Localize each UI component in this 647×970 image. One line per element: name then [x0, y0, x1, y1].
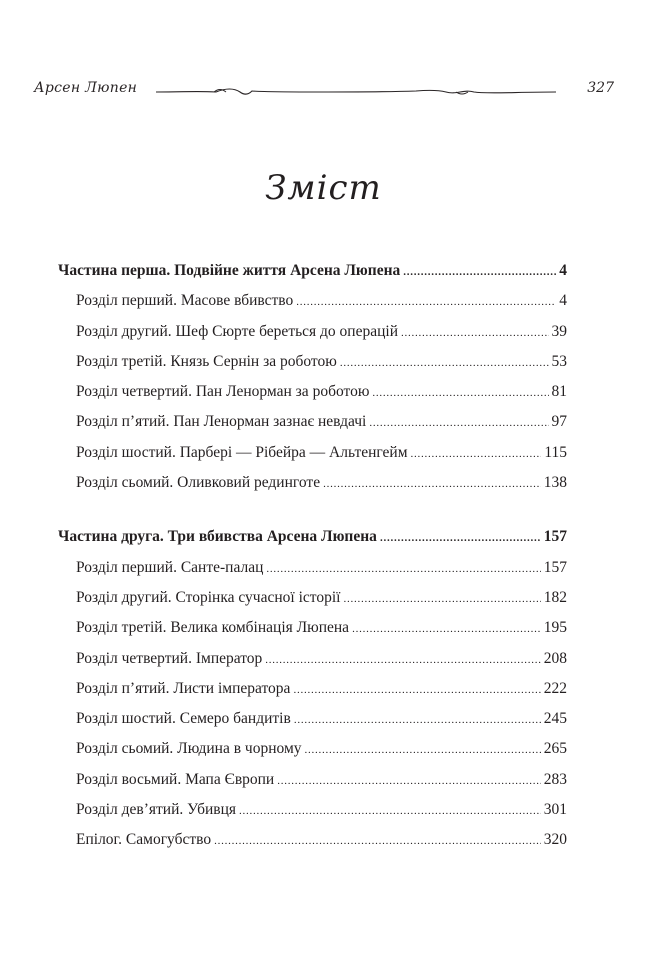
toc-chapter-entry: [58, 474, 567, 504]
toc-chapter-entry: [58, 353, 567, 383]
chapter-page: 320: [543, 831, 567, 849]
chapter-title: Розділ третій. Велика комбінація Люпена: [76, 619, 350, 637]
chapter-title: Розділ восьмий. Мапа Європи: [76, 770, 275, 788]
toc-chapter-entry: [58, 559, 567, 589]
dot-leader: [294, 714, 541, 726]
dot-leader: [277, 775, 541, 787]
chapter-title: Розділ перший. Санте-палац: [76, 558, 264, 576]
part-title: Частина друга. Три вбивства Арсена Люпена: [58, 528, 377, 546]
toc-chapter-entry: [58, 292, 567, 322]
chapter-page: 97: [551, 413, 567, 431]
chapter-title: Розділ п’ятий. Пан Ленорман зазнає невдачі: [76, 413, 367, 431]
toc-chapter-entry: [58, 801, 567, 831]
dot-leader: [369, 417, 548, 429]
chapter-page: 283: [543, 770, 567, 788]
chapter-page: 157: [543, 558, 567, 576]
toc-chapter-entry: [58, 413, 567, 443]
dot-leader: [239, 805, 541, 817]
chapter-title: Розділ четвертий. Пан Ленорман за роботою: [76, 383, 370, 401]
chapter-page: 222: [543, 679, 567, 697]
dot-leader: [411, 448, 542, 460]
dot-leader: [352, 623, 541, 635]
chapter-title: Розділ четвертий. Імператор: [76, 649, 263, 667]
dot-leader: [340, 357, 549, 369]
toc-chapter-entry: [58, 323, 567, 353]
chapter-page: 208: [543, 649, 567, 667]
chapter-title: Розділ дев’ятий. Убивця: [76, 801, 237, 819]
dot-leader: [323, 478, 541, 490]
table-of-contents: [58, 262, 567, 862]
chapter-page: 182: [543, 588, 567, 606]
chapter-page: 4: [559, 292, 567, 310]
dot-leader: [305, 744, 541, 756]
chapter-title: Розділ другий. Шеф Сюрте береться до операцій: [76, 322, 399, 340]
chapter-page: 245: [543, 710, 567, 728]
chapter-title: Розділ шостий. Парбері — Рібейра — Альтенгейм: [76, 443, 408, 461]
chapter-page: 115: [544, 443, 567, 461]
part-page: 4: [559, 262, 567, 279]
chapter-title: Розділ перший. Масове вбивство: [76, 292, 294, 310]
part-title: Частина перша. Подвійне життя Арсена Люпена: [58, 262, 401, 279]
chapter-page: 195: [543, 619, 567, 637]
chapter-page: 39: [551, 322, 567, 340]
dot-leader: [372, 387, 548, 399]
toc-chapter-entry: [58, 831, 567, 861]
running-head-page-number: 327: [587, 80, 614, 96]
chapter-page: 81: [551, 383, 567, 401]
toc-part-entry: [58, 528, 567, 558]
chapter-title: Розділ шостий. Семеро бандитів: [76, 710, 291, 728]
toc-chapter-entry: [58, 589, 567, 619]
chapter-page: 53: [551, 352, 567, 370]
dot-leader: [293, 684, 540, 696]
chapter-page: 138: [543, 474, 567, 492]
toc-chapter-entry: [58, 650, 567, 680]
dot-leader: [214, 835, 541, 847]
toc-chapter-entry: [58, 740, 567, 770]
running-head-author: Арсен Люпен: [34, 80, 138, 96]
chapter-title: Розділ другий. Сторінка сучасної історії: [76, 588, 341, 606]
toc-chapter-entry: [58, 680, 567, 710]
chapter-page: 265: [543, 740, 567, 758]
running-head: [34, 80, 614, 104]
chapter-title: Розділ сьомий. Оливковий рединготе: [76, 474, 321, 492]
toc-chapter-entry: [58, 619, 567, 649]
dot-leader: [401, 327, 548, 339]
part-block: [58, 262, 567, 504]
part-block: [58, 528, 567, 861]
dot-leader: [343, 593, 540, 605]
part-page: 157: [543, 528, 567, 546]
chapter-page: 301: [543, 801, 567, 819]
dot-leader: [403, 266, 556, 278]
ornamental-rule: [156, 82, 556, 100]
toc-chapter-entry: [58, 771, 567, 801]
chapter-title: Розділ п’ятий. Листи імператора: [76, 679, 291, 697]
dot-leader: [265, 654, 540, 666]
chapter-title: Розділ сьомий. Людина в чорному: [76, 740, 302, 758]
toc-chapter-entry: [58, 444, 567, 474]
toc-title: Зміст: [265, 168, 382, 208]
dot-leader: [266, 563, 540, 575]
dot-leader: [380, 532, 541, 544]
toc-chapter-entry: [58, 710, 567, 740]
toc-part-entry: [58, 262, 567, 292]
dot-leader: [296, 296, 556, 308]
chapter-title: Розділ третій. Князь Сернін за роботою: [76, 352, 337, 370]
toc-chapter-entry: [58, 383, 567, 413]
chapter-title: Епілог. Самогубство: [76, 831, 212, 849]
